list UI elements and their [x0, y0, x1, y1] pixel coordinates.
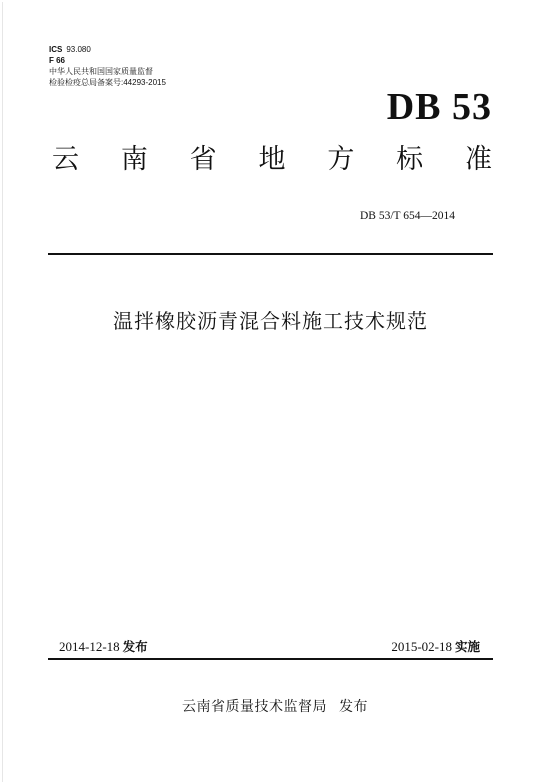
ics-label: ICS — [49, 45, 63, 54]
implement-date — [391, 637, 480, 655]
top-divider — [48, 253, 493, 255]
db-code: DB 53 — [386, 86, 492, 128]
standard-type-char: 省 — [189, 144, 217, 175]
ccs-code: F 66 — [49, 56, 66, 65]
standard-type-char: 准 — [464, 144, 492, 175]
filing-number: 检验检疫总局备案号:44293-2015 — [49, 78, 166, 87]
publisher — [0, 696, 550, 716]
standard-type-char: 地 — [258, 144, 286, 175]
standard-type-char: 云 — [52, 144, 79, 175]
classification-block — [49, 44, 166, 88]
standard-number: DB 53/T 654—2014 — [360, 210, 455, 222]
filing-authority: 中华人民共和国国家质量监督 — [49, 67, 153, 76]
issue-date-value: 2014-12-18 — [59, 639, 120, 654]
ics-line — [49, 44, 166, 55]
issue-date-label: 发布 — [122, 639, 148, 654]
publisher-action: 发布 — [339, 699, 368, 715]
publisher-name: 云南省质量技术监督局 — [182, 699, 327, 715]
standard-type — [52, 146, 492, 173]
standard-type-char: 方 — [327, 144, 355, 175]
standard-type-char: 南 — [120, 144, 148, 175]
issue-date — [59, 637, 148, 655]
implement-date-label: 实施 — [454, 639, 480, 654]
standard-type-char: 标 — [396, 144, 424, 175]
implement-date-value: 2015-02-18 — [391, 639, 452, 654]
bottom-divider — [48, 658, 493, 660]
ics-code: 93.080 — [66, 45, 91, 54]
document-title: 温拌橡胶沥青混合料施工技术规范 — [113, 309, 428, 333]
